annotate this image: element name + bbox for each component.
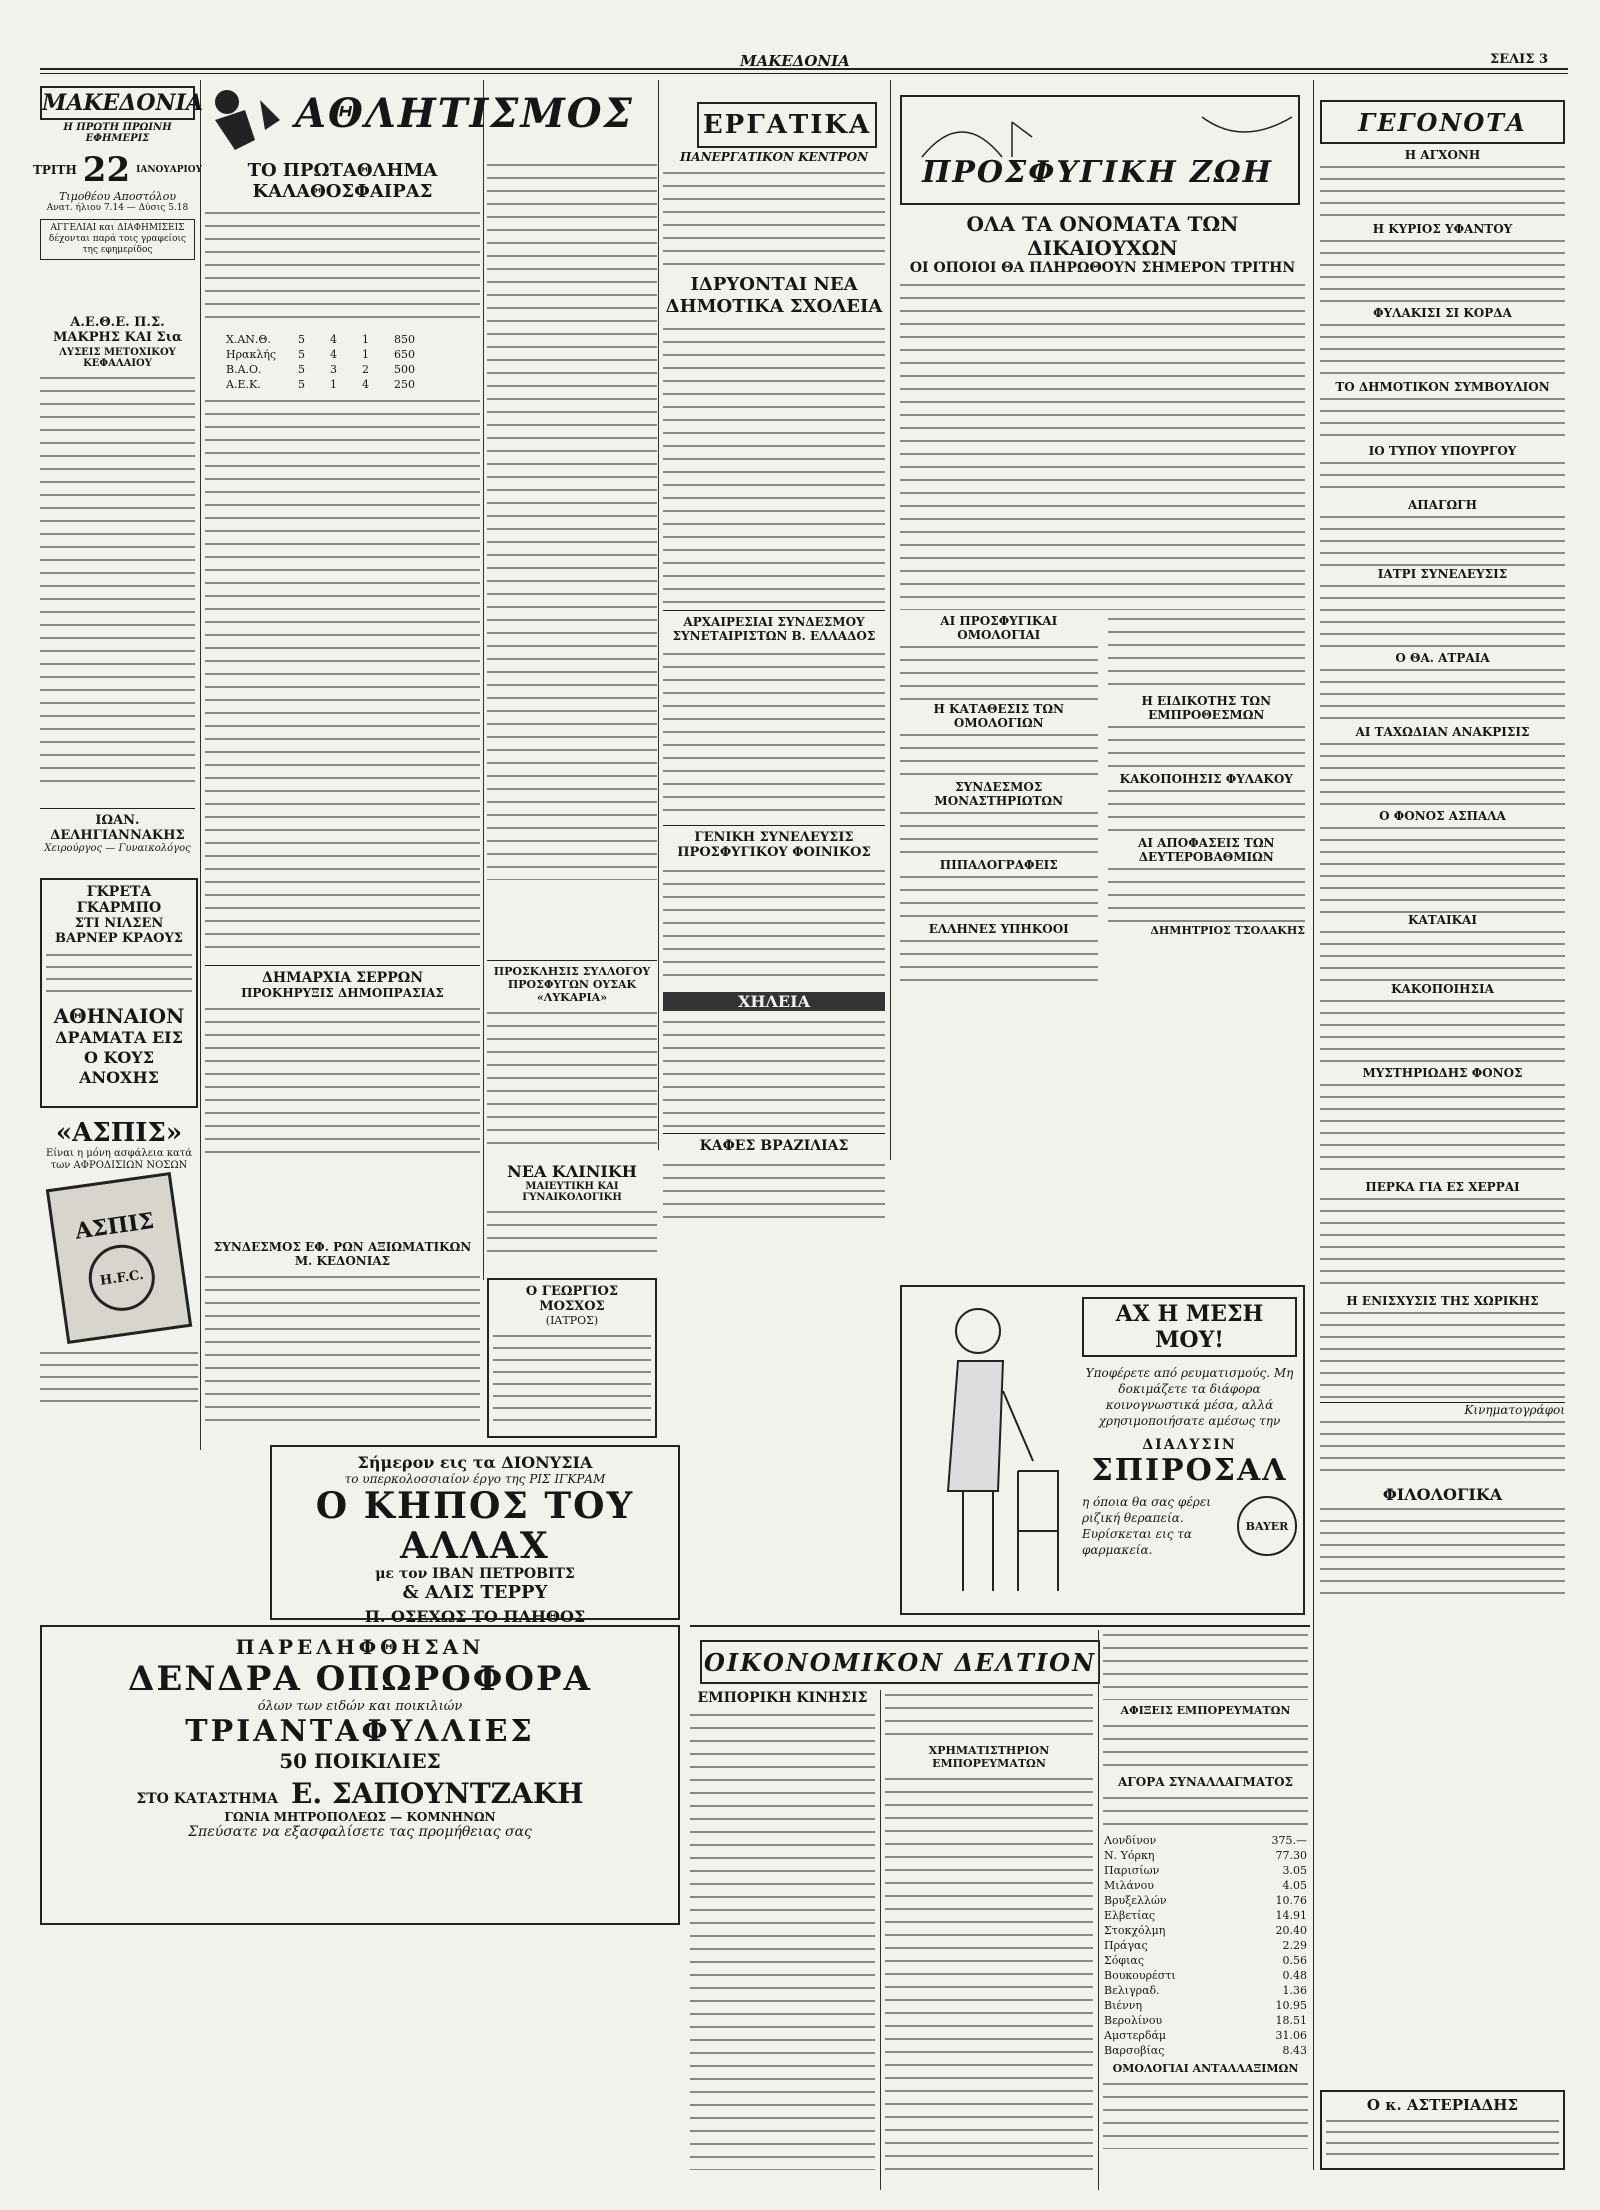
- refugee-item-7: ΚΑΚΟΠΟΙΗΣΙΣ ΦΥΛΑΚΟΥ: [1119, 772, 1293, 786]
- bayer-product: ΣΠΙΡΟΣΑΛ: [1091, 1453, 1288, 1488]
- ghost-3: ΒΑΡΝΕΡ ΚΡΑΟΥΣ: [55, 931, 183, 946]
- cinema-ad: [40, 878, 198, 1108]
- dionysia-ad: [270, 1445, 680, 1626]
- sunrise: Ανατ. ήλιου 7.14 — Δύσις 5.18: [46, 203, 189, 213]
- finance-col-3: [1103, 1630, 1308, 2190]
- exchange-heading: ΧΡΗΜΑΤΙΣΤΗΡΙΟΝ ΕΜΠΟΡΕΥΜΑΤΩΝ: [928, 1744, 1050, 1770]
- bonds-heading: ΟΜΟΛΟΓΙΑΙ ΑΝΤΑΛΛΑΞΙΜΩΝ: [1112, 2062, 1299, 2075]
- table-row: Πράγας 2.29: [1104, 1939, 1307, 1952]
- table-row: Βρυξελλών 10.76: [1104, 1894, 1307, 1907]
- dionysia-stars: με τον ΙΒΑΝ ΠΕΤΡΟΒΙΤΣ: [375, 1566, 575, 1582]
- table-row: Βουκουρέστι 0.48: [1104, 1969, 1307, 1982]
- fact-10: Ο ΦΟΝΟΣ ΑΣΠΑΛΑ: [1379, 809, 1506, 823]
- dionysia-sub: το υπερκολοσσιαίον έργο της ΡΙΣ ΙΓΚΡΑΜ: [344, 1472, 606, 1486]
- cinema-title: ΔΡΑΜΑΤΑ ΕΙΣ Ο ΚΟΥΣ ΑΝΟΧΗΣ: [55, 1028, 183, 1087]
- basketball-headline: ΤΟ ΠΡΩΤΑΘΛΗΜΑ ΚΑΛΑΘΟΣΦΑΙΡΑΣ: [247, 160, 438, 202]
- doctor-name: ΙΩΑΝ. ΔΕΛΗΓΙΑΝΝΑΚΗΣ: [50, 813, 185, 843]
- doctor-box: [487, 1278, 657, 1438]
- refugee-item-6: Η ΕΙΔΙΚΟΤΗΣ ΤΩΝ ΕΜΠΡΟΘΕΣΜΩΝ: [1141, 694, 1272, 722]
- facts-column: [1320, 148, 1565, 1778]
- facts-banner-title: ΓΕΓΟΝΟΤΑ: [1358, 107, 1527, 137]
- fact-12: ΚΑΚΟΠΟΙΗΣΙΑ: [1391, 982, 1494, 996]
- nameplate-title: ΜΑΚΕΔΟΝΙΑ: [40, 86, 195, 120]
- saint: Τιμοθέου Αποστόλου: [58, 190, 177, 203]
- refugee-item-2: Η ΚΑΤΑΘΕΣΙΣ ΤΩΝ ΟΜΟΛΟΓΙΩΝ: [933, 702, 1064, 730]
- cinema-name: ΑΘΗΝΑΙΟΝ: [53, 1004, 185, 1028]
- table-row: Βερολίνου 18.51: [1104, 2014, 1307, 2027]
- sports-banner-title: ΑΘΛΗΤΙΣΜΟΣ: [295, 90, 634, 137]
- finance-banner-title: ΟΙΚΟΝΟΜΙΚΟΝ ΔΕΛΤΙΟΝ: [703, 1647, 1097, 1677]
- basketball-article-cont: [487, 160, 657, 880]
- trees-ad: [40, 1625, 680, 1925]
- ads-note: ΑΓΓΕΛΙΑΙ και ΔΙΑΦΗΜΙΣΕΙΣ δέχονται παρά τοις γραφείοις της εφημερίδος: [40, 219, 195, 260]
- table-row: Αμστερδάμ 31.06: [1104, 2029, 1307, 2042]
- clinic-sub: ΜΑΙΕΥΤΙΚΗ ΚΑΙ ΓΥΝΑΙΚΟΛΟΓΙΚΗ: [522, 1181, 622, 1203]
- bayer-cross-logo: BAYER: [1237, 1496, 1297, 1556]
- fact-14: ΠΕΡΚΑ ΓΙΑ ΕΣ ΧΕΡΡΑΙ: [1365, 1180, 1520, 1194]
- standings-table: [225, 332, 416, 392]
- finance-col-2: [885, 1690, 1093, 2190]
- doctor-box-name: Ο ΓΕΩΡΓΙΟΣ ΜΟΣΧΟΣ: [525, 1284, 619, 1314]
- sports-banner: [205, 80, 675, 160]
- dionysia-title: Ο ΚΗΠΟΣ ΤΟΥ ΑΛΛΑΧ: [315, 1485, 635, 1567]
- clinic-ad: [487, 1162, 657, 1272]
- meeting-headline: ΓΕΝΙΚΗ ΣΥΝΕΛΕΥΣΙΣ ΠΡΟΣΦΥΓΙΚΟΥ ΦΟΙΝΙΚΟΣ: [663, 825, 885, 860]
- trees-count: 50 ΠΟΙΚΙΛΙΕΣ: [279, 1749, 441, 1773]
- weekday: ΤΡΙΤΗ: [32, 163, 77, 177]
- table-row: Βαρσοβίας 8.43: [1104, 2044, 1307, 2057]
- fact-11: ΚΑΤΑΙΚΑΙ: [1408, 913, 1477, 927]
- labor-headline: ΙΔΡΥΟΝΤΑΙ ΝΕΑ ΔΗΜΟΤΙΚΑ ΣΧΟΛΕΙΑ: [665, 274, 883, 317]
- bayer-kicker: ΔΙΑΛΥΣΙΝ: [1142, 1437, 1237, 1453]
- refugee-banner-title: ΠΡΟΣΦΥΓΙΚΗ ΖΩΗ: [922, 155, 1273, 190]
- labor-banner: [697, 102, 877, 148]
- trees-title: ΔΕΝΔΡΑ ΟΠΩΡΟΦΟΡΑ: [128, 1659, 592, 1699]
- officers-title: ΣΥΝΔΕΣΜΟΣ ΕΦ. ΡΩΝ ΑΞΙΩΜΑΤΙΚΩΝ Μ. ΚΕΔΟΝΙΑΣ: [213, 1240, 472, 1268]
- package-brand: H.F.C.: [99, 1267, 145, 1289]
- company-body: [40, 373, 195, 793]
- asteriadis-name: Ο κ. ΑΣΤΕΡΙΑΔΗΣ: [1366, 2096, 1519, 2114]
- municipal-sub: ΠΡΟΚΗΡΥΞΙΣ ΔΗΜΟΠΡΑΣΙΑΣ: [241, 986, 444, 1000]
- refugee-column: [900, 212, 1305, 1282]
- ghost-2: ΣΤΙ ΝΙΛΣΕΝ: [74, 916, 164, 931]
- fact-4: ΤΟ ΔΗΜΟΤΙΚΟΝ ΣΥΜΒΟΥΛΙΟΝ: [1335, 380, 1550, 394]
- company-sub: ΛΥΣΕΙΣ ΜΕΤΟΧΙΚΟΥ ΚΕΦΑΛΑΙΟΥ: [59, 347, 176, 369]
- table-row: Β.Α.Ο. 5 3 2 500: [226, 363, 415, 376]
- month: ΙΑΝΟΥΑΡΙΟΥ: [136, 165, 203, 175]
- refugee-item-8: ΑΙ ΑΠΟΦΑΣΕΙΣ ΤΩΝ ΔΕΥΤΕΡΟΒΑΘΜΙΩΝ: [1138, 836, 1275, 864]
- doctor-ad: [40, 808, 195, 879]
- finance-banner: [700, 1640, 1100, 1684]
- bayer-ad: [900, 1285, 1305, 1615]
- club-notice: [487, 960, 657, 1161]
- package-label: ΑΣΠΙΣ: [73, 1207, 156, 1245]
- trees-shop-prefix: ΣΤΟ ΚΑΤΑΣΤΗΜΑ: [136, 1791, 278, 1807]
- doctor-specialty: Χειρούργος — Γυναικολόγος: [44, 843, 191, 854]
- currency-table: [1103, 1833, 1308, 2058]
- table-row: Χ.ΑΝ.Θ. 5 4 1 850: [226, 333, 415, 346]
- table-row: Βιέννη 10.95: [1104, 1999, 1307, 2012]
- fact-6: ΑΠΑΓΩΓΗ: [1407, 498, 1477, 512]
- aspis-package: [46, 1172, 192, 1344]
- table-row: Α.Ε.Κ. 5 1 4 250: [226, 378, 415, 391]
- asteriadis-ad: [1320, 2090, 1565, 2170]
- labor-column: [663, 150, 885, 1280]
- table-row: Ηρακλής 5 4 1 650: [226, 348, 415, 361]
- refugee-item-4: ΠΙΠΑΛΟΓΡΑΦΕΙΣ: [939, 858, 1058, 872]
- coffee-headline: ΚΑΦΕΣ ΒΡΑΖΙΛΙΑΣ: [663, 1133, 885, 1154]
- refugee-headline: ΟΛΑ ΤΑ ΟΝΟΜΑΤΑ ΤΩΝ ΔΙΚΑΙΟΥΧΩΝ: [966, 212, 1239, 260]
- refugee-sub: ΟΙ ΟΠΟΙΟΙ ΘΑ ΠΛΗΡΩΘΟΥΝ ΣΗΜΕΡΟΝ ΤΡΙΤΗΝ: [909, 260, 1296, 276]
- club-title: ΠΡΟΣΚΛΗΣΙΣ ΣΥΛΛΟΓΟΥ ΠΡΟΣΦΥΓΩΝ ΟΥΣΑΚ «ΛΥΚΑΡΙΑ»: [493, 965, 651, 1004]
- table-row: Παρισίων 3.05: [1104, 1864, 1307, 1877]
- trees-roses: ΤΡΙΑΝΤΑΦΥΛΛΙΕΣ: [185, 1714, 535, 1749]
- hiring-headline: ΧΗΛΕΙΑ: [663, 992, 885, 1011]
- municipal-title: ΔΗΜΑΡΧΙΑ ΣΕΡΡΩΝ: [261, 970, 423, 986]
- table-row: Ελβετίας 14.91: [1104, 1909, 1307, 1922]
- table-row: Σόφιας 0.56: [1104, 1954, 1307, 1967]
- refugee-item-3: ΣΥΝΔΕΣΜΟΣ ΜΟΝΑΣΤΗΡΙΩΤΩΝ: [934, 780, 1064, 808]
- trees-kicker: ΠΑΡΕΛΗΦΘΗΣΑΝ: [235, 1635, 485, 1659]
- refugee-signature: ΔΗΜΗΤΡΙΟΣ ΤΣΟΛΑΚΗΣ: [1150, 924, 1305, 937]
- trees-shop: Ε. ΣΑΠΟΥΝΤΖΑΚΗ: [291, 1777, 584, 1810]
- date-number: 22: [82, 150, 131, 190]
- trees-sub: όλων των ειδών και ποικιλιών: [257, 1699, 463, 1714]
- ghost-1: ΓΚΡΕΤΑ ΓΚΑΡΜΠΟ: [76, 884, 162, 916]
- bayer-body: Υποφέρετε από ρευματισμούς. Μη δοκιμάζετε τα διάφορα κοινογνωστικά μέσα, αλλά χρησιμοποιήσατε αμέσως την: [1085, 1366, 1294, 1428]
- market-heading: ΕΜΠΟΡΙΚΗ ΚΙΝΗΣΙΣ: [697, 1690, 868, 1706]
- trees-address: ΓΩΝΙΑ ΜΗΤΡΟΠΟΛΕΩΣ — ΚΟΜΝΗΝΩΝ: [224, 1810, 496, 1824]
- currency-heading: ΑΓΟΡΑ ΣΥΝΑΛΛΑΓΜΑΤΟΣ: [1117, 1775, 1294, 1789]
- finance-col-1: [690, 1690, 875, 2190]
- assoc-headline: ΑΡΧΑΙΡΕΣΙΑΙ ΣΥΝΔΕΣΜΟΥ ΣΥΝΕΤΑΙΡΙΣΤΩΝ Β. ΕΛΛΑΔΟΣ: [663, 610, 885, 643]
- company-title: Α.Ε.Θ.Ε. Π.Σ. ΜΑΚΡΗΣ ΚΑΙ Σια: [52, 315, 183, 345]
- fact-2: Η ΚΥΡΙΟΣ ΥΦΑΝΤΟΥ: [1372, 222, 1513, 236]
- bayer-headline: ΑΧ Η ΜΕΣΗ ΜΟΥ!: [1082, 1297, 1297, 1357]
- trees-footer: Σπεύσατε να εξασφαλίσετε τας προμήθειας σας: [188, 1824, 532, 1840]
- nameplate-tagline: Η ΠΡΩΤΗ ΠΡΩΙΝΗ ΕΦΗΜΕΡΙΣ: [63, 122, 172, 144]
- dionysia-kicker: Σήμερον εις τα ΔΙΟΝΥΣΙΑ: [357, 1453, 593, 1472]
- fact-9: ΑΙ ΤΑΧΩΔΙΑΝ ΑΝΑΚΡΙΣΙΣ: [1355, 725, 1530, 739]
- cinema-heading: Κινηματογράφοι: [1320, 1402, 1565, 1417]
- basketball-article: [205, 160, 480, 880]
- fact-3: ΦΥΛΑΚΙΣΙ ΣΙ ΚΟΡΔΑ: [1373, 306, 1512, 320]
- page-number: ΣΕΛΙΣ 3: [1490, 52, 1549, 67]
- labor-kicker: ΠΑΝΕΡΓΑΤΙΚΟΝ ΚΕΝΤΡΟΝ: [679, 150, 869, 164]
- table-row: Ν. Υόρκη 77.30: [1104, 1849, 1307, 1862]
- fact-7: ΙΑΤΡΙ ΣΥΝΕΛΕΥΣΙΣ: [1377, 567, 1508, 581]
- aspis-ad: [40, 1118, 198, 1438]
- table-row: Μιλάνου 4.05: [1104, 1879, 1307, 1892]
- arrivals-heading: ΑΦΙΞΕΙΣ ΕΜΠΟΡΕΥΜΑΤΩΝ: [1120, 1704, 1291, 1717]
- refugee-item-5: ΕΛΛΗΝΕΣ ΥΠΗΚΟΟΙ: [928, 922, 1069, 936]
- dionysia-stars-2: & ΑΛΙΣ ΤΕΡΡΥ: [402, 1582, 548, 1603]
- company-notice: [40, 315, 195, 795]
- fact-8: Ο ΘΑ. ΑΤΡΑΙΑ: [1395, 651, 1490, 665]
- fact-5: ΙΟ ΤΥΠΟΥ ΥΠΟΥΡΓΟΥ: [1368, 444, 1517, 458]
- page-header: ΜΑΚΕΔΟΝΙΑ: [740, 52, 850, 70]
- nameplate: [32, 86, 204, 296]
- officers-notice: [205, 1240, 480, 1440]
- table-row: Στοκχόλμη 20.40: [1104, 1924, 1307, 1937]
- fact-15: Η ΕΝΙΣΧΥΣΙΣ ΤΗΣ ΧΩΡΙΚΗΣ: [1346, 1294, 1539, 1308]
- clinic-title: ΝΕΑ ΚΛΙΝΙΚΗ: [507, 1162, 637, 1181]
- table-row: Λονδίνον 375.—: [1104, 1834, 1307, 1847]
- labor-banner-title: ΕΡΓΑΤΙΚΑ: [702, 110, 872, 140]
- refugee-banner: [900, 95, 1300, 205]
- municipal-notice: [205, 965, 480, 1196]
- fact-1: Η ΑΓΧΟΝΗ: [1404, 148, 1481, 162]
- facts-banner: [1320, 100, 1565, 144]
- philology-heading: ΦΙΛΟΛΟΓΙΚΑ: [1382, 1485, 1503, 1504]
- dionysia-footer: Π. ΟΣΕΧΩΣ ΤΟ ΠΛΗΘΟΣ: [364, 1607, 586, 1626]
- refugee-item-1: ΑΙ ΠΡΟΣΦΥΓΙΚΑΙ ΟΜΟΛΟΓΙΑΙ: [940, 614, 1058, 642]
- table-row: Βελιγραδ. 1.36: [1104, 1984, 1307, 1997]
- fact-13: ΜΥΣΤΗΡΙΩΔΗΣ ΦΟΝΟΣ: [1362, 1066, 1523, 1080]
- bayer-body-2: η όποια θα σας φέρει ριζική θεραπεία. Ευρίσκεται εις τα φαρμακεία.: [1082, 1495, 1211, 1557]
- aspis-sub: Είναι η μόνη ασφάλεια κατά των ΑΦΡΟΔΙΣΙΩΝ ΝΟΣΩΝ: [45, 1148, 193, 1171]
- doctor-box-title: (ΙΑΤΡΟΣ): [545, 1314, 599, 1327]
- man-with-chair-illustration: [908, 1291, 1078, 1611]
- aspis-title: «ΑΣΠΙΣ»: [55, 1118, 183, 1148]
